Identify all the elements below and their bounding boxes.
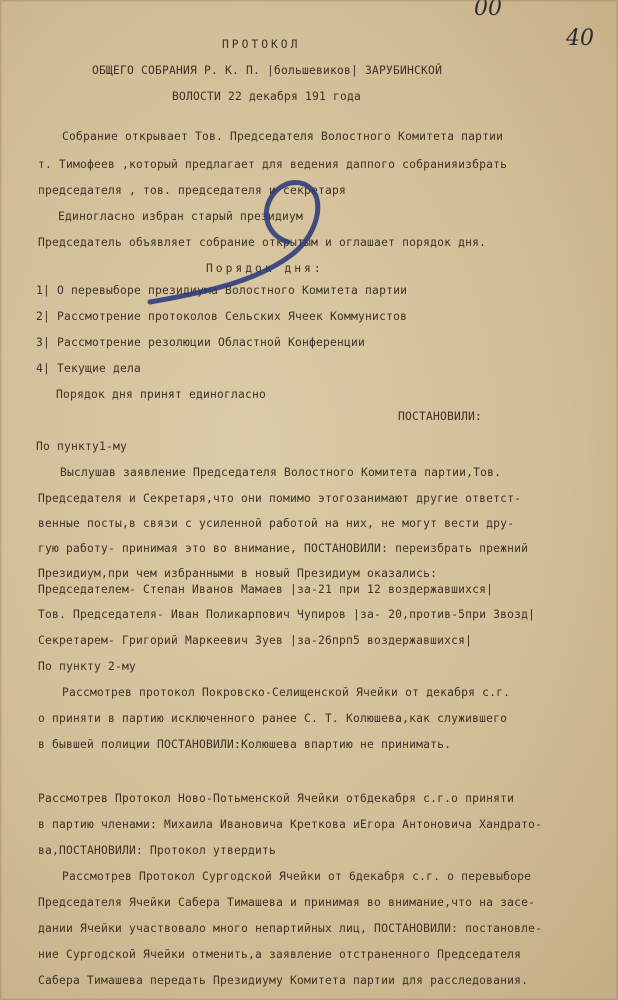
agenda-heading: Порядок дня: bbox=[206, 262, 324, 275]
body-line: Рассмотрев протокол Покровско-Селищенской Ячейки от декабря с.г. bbox=[62, 686, 511, 699]
body-line: Президиум,при чем избранными в новый Президиум оказались: bbox=[38, 567, 438, 580]
body-line: Председатель объявляет собрание открытым и оглашает порядок дня. bbox=[38, 236, 487, 249]
body-line: дании Ячейки участвовало много непартийных лиц, ПОСТАНОВИЛИ: постановле- bbox=[38, 922, 543, 935]
body-line: Председателем- Степан Иванов Мамаев |за-21 при 12 воздержавшихся| bbox=[38, 583, 494, 596]
body-line: Порядок дня принят единогласно bbox=[56, 388, 267, 401]
resolution-heading: ПОСТАНОВИЛИ: bbox=[398, 410, 483, 423]
body-line: Председателя Ячейки Сабера Тимашева и принимая во внимание,что на засе- bbox=[38, 896, 536, 909]
body-line: Собрание открывает Тов. Председателя Волостного Комитета партии bbox=[62, 130, 504, 143]
body-line: в бывшей полиции ПОСТАНОВИЛИ:Колюшева впартию не принимать. bbox=[38, 738, 452, 751]
agenda-item: 2| Рассмотрение протоколов Сельских Ячеек Коммунистов bbox=[36, 310, 408, 323]
document-subtitle-1: ОБЩЕГО СОБРАНИЯ Р. К. П. |большевиков| ЗАРУБИНСКОЙ bbox=[92, 64, 443, 77]
body-line: гую работу- принимая это во внимание, ПОСТАНОВИЛИ: переизбрать прежний bbox=[38, 542, 529, 555]
body-line: Председателя и Секретаря,что они помимо этогозанимают другие ответст- bbox=[38, 492, 522, 505]
body-line: председателя , тов. председателя и секретаря bbox=[38, 184, 347, 197]
body-line: ва,ПОСТАНОВИЛИ: Протокол утвердить bbox=[38, 844, 277, 857]
document-subtitle-2: ВОЛОСТИ 22 декабря 191 года bbox=[172, 90, 362, 103]
body-line: Тов. Председателя- Иван Поликарпович Чупиров |за- 20,против-5при 3возд| bbox=[38, 608, 536, 621]
agenda-item: 1| О перевыборе президиума Волостного Комитета партии bbox=[36, 284, 408, 297]
handwritten-page-number: 40 bbox=[566, 26, 594, 51]
body-line: о приняти в партию исключенного ранее С. Т. Колюшева,как служившего bbox=[38, 712, 508, 725]
body-line: Выслушав заявление Председателя Волостного Комитета партии,Тов. bbox=[60, 466, 502, 479]
section-heading: По пункту 2-му bbox=[38, 660, 137, 673]
handwritten-mark-left: 00 bbox=[474, 0, 502, 21]
body-line: Сабера Тимашева передать Президиуму Комитета партии для расследования. bbox=[38, 974, 529, 987]
body-line: Секретарем- Григорий Маркеевич Зуев |за-26прп5 воздержавшихся| bbox=[38, 634, 473, 647]
body-line: в партию членами: Михаила Ивановича Креткова иЕгора Антоновича Хандрато- bbox=[38, 818, 543, 831]
document-title: ПРОТОКОЛ bbox=[222, 38, 301, 51]
agenda-item: 4| Текущие дела bbox=[36, 362, 142, 375]
body-line: венные посты,в связи с усиленной работой на них, не могут вести дру- bbox=[38, 517, 515, 530]
agenda-item: 3| Рассмотрение резолюции Областной Конференции bbox=[36, 336, 366, 349]
section-heading: По пункту1-му bbox=[36, 440, 128, 453]
body-line: Единогласно избран старый президиум bbox=[58, 210, 304, 223]
body-line: т. Тимофеев ,который предлагает для ведения даппого собранияизбрать bbox=[38, 158, 508, 171]
body-line: ние Сургодской Ячейки отменить,а заявление отстраненного Председателя bbox=[38, 948, 522, 961]
body-line: Рассмотрев Протокол Ново-Потьменской Ячейки от6декабря с.г.о приняти bbox=[38, 792, 515, 805]
body-line: Рассмотрев Протокол Сургодской Ячейки от 6декабря с.г. о перевыборе bbox=[62, 870, 532, 883]
